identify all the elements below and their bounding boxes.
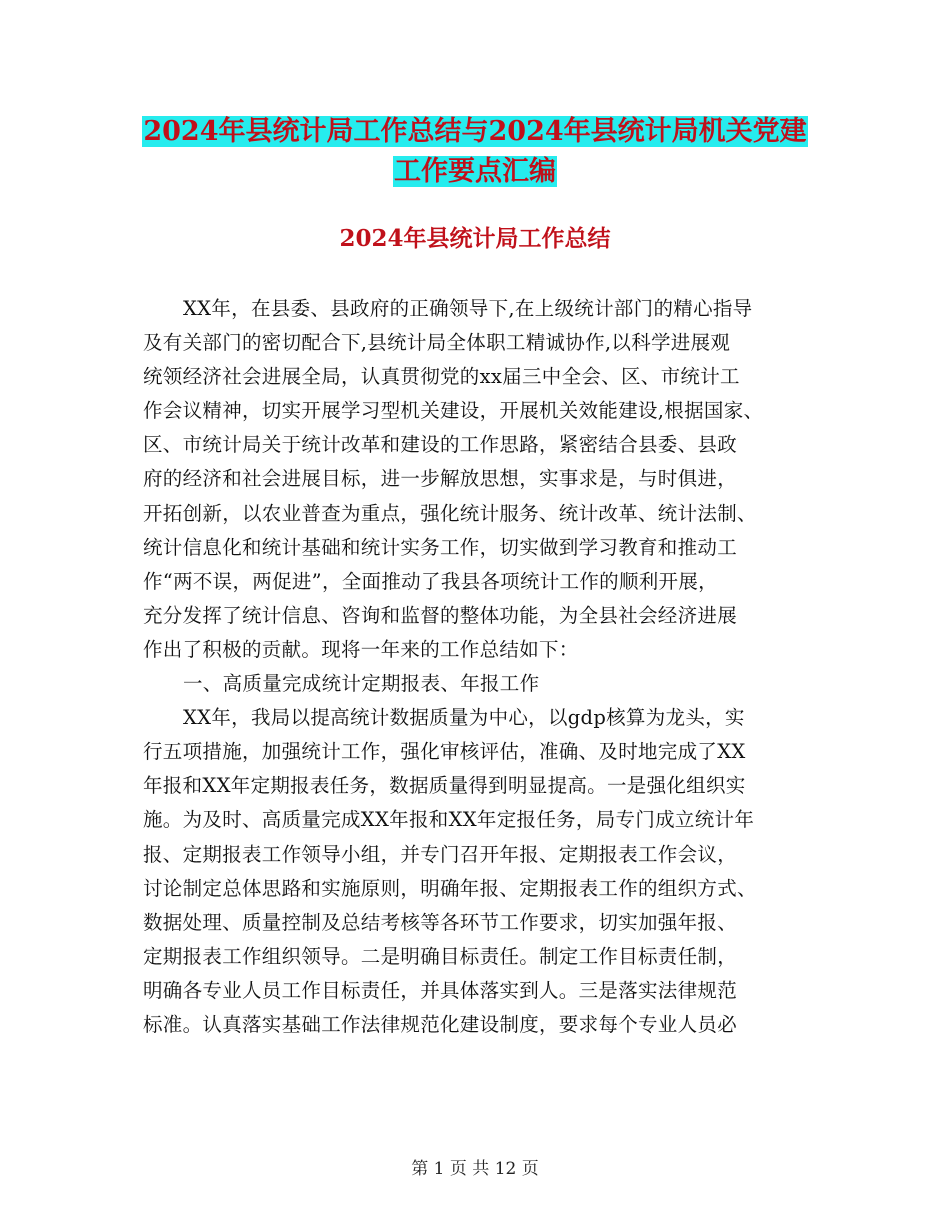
text-line: 统计信息化和统计基础和统计实务工作，切实做到学习教育和推动工 [143,535,738,559]
text-line: 区、市统计局关于统计改革和建设的工作思路，紧密结合县委、县政 [143,433,738,457]
text-line: 施。为及时、高质量完成XX年报和XX年定报任务，局专门成立统计年 [143,808,755,832]
text-line: 充分发挥了统计信息、咨询和监督的整体功能，为全县社会经济进展 [143,603,738,627]
page-number-footer: 第 1 页 共 12 页 [411,1159,539,1179]
text-line: 明确各专业人员工作目标责任，并具体落实到人。三是落实法律规范 [143,978,738,1002]
text-line: 行五项措施，加强统计工作，强化审核评估，准确、及时地完成了XX [143,740,746,764]
text-line: 数据处理、质量控制及总结考核等各环节工作要求，切实加强年报、 [143,910,738,934]
body-text [143,292,823,1042]
text-line: 作会议精神，切实开展学习型机关建设，开展机关效能建设,根据国家、 [143,399,764,423]
text-line: 统领经济社会进展全局，认真贯彻党的xx届三中全会、区、市统计工 [143,365,740,389]
subheading-line: 一、高质量完成统计定期报表、年报工作 [183,672,540,696]
section-title: 2024年县统计局工作总结 [339,225,611,252]
text-line: 及有关部门的密切配合下,县统计局全体职工精诚协作,以科学进展观 [143,331,731,355]
text-line: 年报和XX年定期报表任务，数据质量得到明显提高。一是强化组织实 [143,774,746,798]
title-line-1: 2024年县统计局工作总结与2024年县统计局机关党建 [143,116,807,147]
text-line: 讨论制定总体思路和实施原则，明确年报、定期报表工作的组织方式、 [143,876,757,900]
text-line: 作出了积极的贡献。现将一年来的工作总结如下： [143,637,579,661]
document-title [0,112,950,192]
text-line: XX年，在县委、县政府的正确领导下,在上级统计部门的精心指导 [183,297,753,320]
title-line-2: 工作要点汇编 [394,156,556,187]
text-line: 府的经济和社会进展目标，进一步解放思想，实事求是，与时俱进， [143,467,738,491]
text-line: 报、定期报表工作领导小组，并专门召开年报、定期报表工作会议， [143,842,738,866]
text-line: 作“两不误，两促进”，全面推动了我县各项统计工作的顺利开展， [143,569,718,593]
text-line: XX年，我局以提高统计数据质量为中心，以gdp核算为龙头，实 [183,706,745,730]
text-line: 开拓创新，以农业普查为重点，强化统计服务、统计改革、统计法制、 [143,501,757,525]
text-line: 定期报表工作组织领导。二是明确目标责任。制定工作目标责任制， [143,944,738,968]
text-line: 标准。认真落实基础工作法律规范化建设制度，要求每个专业人员必 [143,1012,738,1036]
